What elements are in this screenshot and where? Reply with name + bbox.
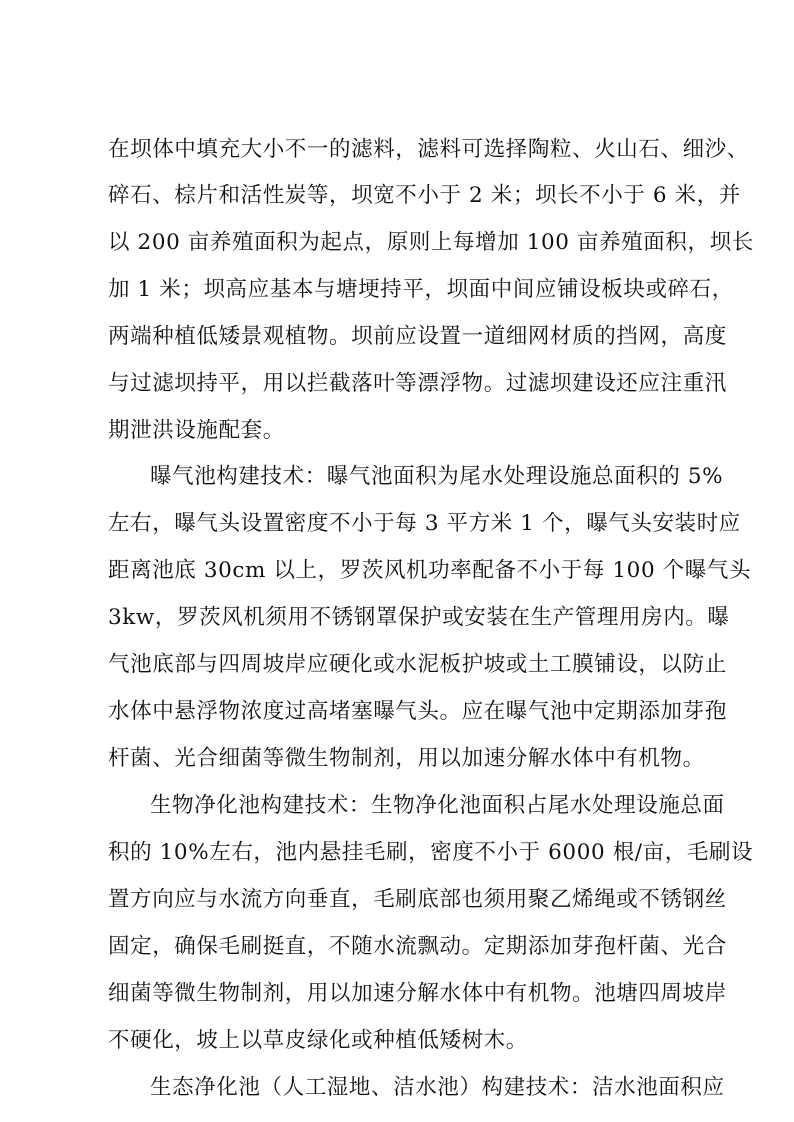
text-line: 积的 10%左右，池内悬挂毛刷，密度不小于 6000 根/亩，毛刷设	[108, 840, 754, 865]
text-line: 杆菌、光合细菌等微生物制剂，用以加速分解水体中有机物。	[108, 746, 705, 771]
paragraph-heading-line: 生态净化池（人工湿地、洁水池）构建技术：洁水池面积应	[150, 1075, 725, 1100]
text-line: 不硬化，坡上以草皮绿化或种植低矮树木。	[108, 1028, 528, 1053]
text-line: 与过滤坝持平，用以拦截落叶等漂浮物。过滤坝建设还应注重汛	[108, 371, 727, 396]
paragraph-heading-line: 生物净化池构建技术：生物净化池面积占尾水处理设施总面	[150, 793, 725, 818]
text-line: 距离池底 30cm 以上，罗茨风机功率配备不小于每 100 个曝气头	[108, 558, 752, 583]
text-line: 在坝体中填充大小不一的滤料，滤料可选择陶粒、火山石、细沙、	[108, 137, 749, 162]
text-line: 两端种植低矮景观植物。坝前应设置一道细网材质的挡网，高度	[108, 324, 727, 349]
text-line: 气池底部与四周坡岸应硬化或水泥板护坡或土工膜铺设，以防止	[108, 652, 727, 677]
text-line: 左右，曝气头设置密度不小于每 3 平方米 1 个，曝气头安装时应	[108, 511, 741, 536]
paragraph-heading-line: 曝气池构建技术：曝气池面积为尾水处理设施总面积的 5%	[150, 464, 724, 489]
text-line: 置方向应与水流方向垂直，毛刷底部也须用聚乙烯绳或不锈钢丝	[108, 887, 727, 912]
text-line: 细菌等微生物制剂，用以加速分解水体中有机物。池塘四周坡岸	[108, 981, 727, 1006]
text-line: 以 200 亩养殖面积为起点，原则上每增加 100 亩养殖面积，坝长	[108, 230, 754, 255]
text-line: 碎石、棕片和活性炭等，坝宽不小于 2 米；坝长不小于 6 米，并	[108, 183, 741, 208]
text-line: 期泄洪设施配套。	[108, 418, 285, 443]
text-line: 固定，确保毛刷挺直，不随水流飘动。定期添加芽孢杆菌、光合	[108, 934, 727, 959]
text-line: 水体中悬浮物浓度过高堵塞曝气头。应在曝气池中定期添加芽孢	[108, 699, 727, 724]
text-line: 加 1 米；坝高应基本与塘埂持平，坝面中间应铺设板块或碎石，	[108, 277, 734, 302]
text-line: 3kw，罗茨风机须用不锈钢罩保护或安装在生产管理用房内。曝	[108, 605, 730, 630]
